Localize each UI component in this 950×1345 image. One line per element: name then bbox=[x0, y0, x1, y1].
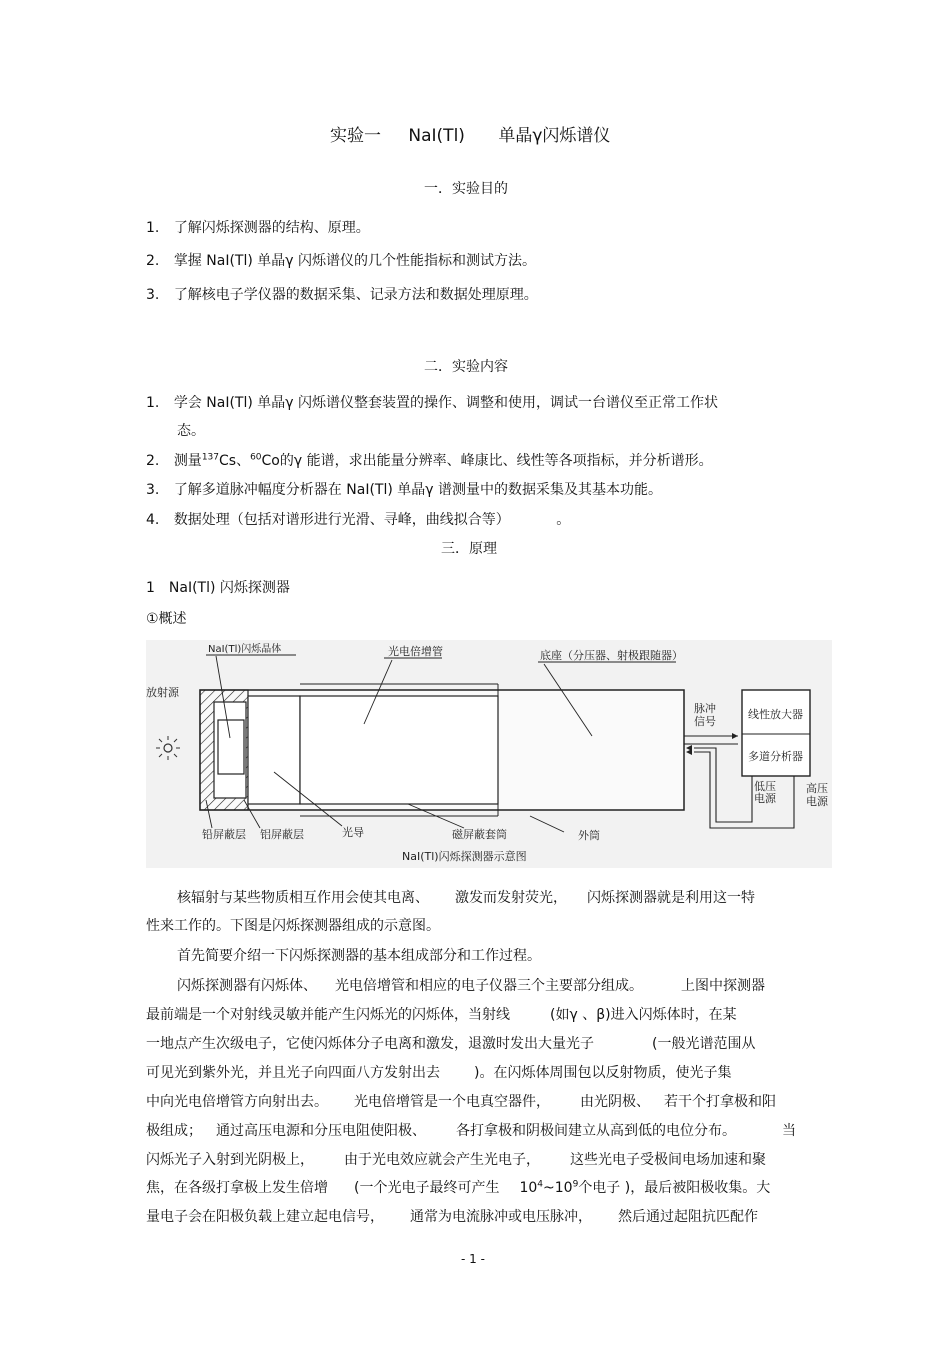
page-title bbox=[330, 121, 610, 146]
page-number: - 1 - bbox=[461, 1252, 485, 1266]
list-item bbox=[146, 510, 570, 530]
section3-heading: 三．原理 bbox=[441, 541, 497, 557]
text-run: 最前端是一个对射线灵敏并能产生闪烁光的闪烁体，当射线 bbox=[146, 1007, 510, 1023]
label-lv-2: 电源 bbox=[754, 792, 776, 805]
text-run: 当 bbox=[782, 1123, 796, 1139]
text-run: 闪烁探测器就是利用这一特 bbox=[587, 890, 755, 906]
label-hv-2: 电源 bbox=[806, 795, 828, 808]
paragraph-line bbox=[146, 1149, 766, 1169]
text-run: 闪烁探测器有闪烁体、 bbox=[177, 978, 317, 994]
text-run: 通常为电流脉冲或电压脉冲， bbox=[410, 1209, 592, 1225]
text-run: 个电子 )，最后被阳极收集。大 bbox=[578, 1180, 771, 1196]
text-run: 由光阴极、 bbox=[580, 1094, 650, 1110]
text-run: 然后通过起阻抗匹配作 bbox=[618, 1209, 758, 1225]
label-pulse-2: 信号 bbox=[694, 715, 716, 728]
text-run: 激发而发射荧光， bbox=[455, 890, 567, 906]
text-run: 10 bbox=[519, 1180, 538, 1196]
item-text: 了解多道脉冲幅度分析器在 NaI(Tl) 单晶γ 谱测量中的数据采集及其基本功能。 bbox=[173, 482, 662, 498]
paragraph-line bbox=[146, 1091, 776, 1111]
label-amp: 线性放大器 bbox=[748, 708, 803, 721]
section2-heading: 二．实验内容 bbox=[424, 359, 508, 375]
paragraph-line bbox=[177, 975, 765, 995]
text-run: 闪烁光子入射到光阴极上， bbox=[146, 1152, 314, 1168]
label-lightguide: 光导 bbox=[342, 826, 364, 839]
text-run: 通过高压电源和分压电阻使阳极、 bbox=[216, 1123, 426, 1139]
text-run: 这些光电子受极间电场加速和聚 bbox=[570, 1152, 766, 1168]
text-run: (一般光谱范围从 bbox=[652, 1036, 756, 1052]
paragraph-line bbox=[146, 1177, 770, 1197]
label-base: 底座（分压器、射极跟随器） bbox=[540, 649, 683, 662]
diagram-caption: NaI(Tl)闪烁探测器示意图 bbox=[402, 850, 527, 863]
list-item bbox=[146, 251, 536, 271]
list-item bbox=[146, 285, 538, 305]
item-number: 2. bbox=[146, 453, 160, 469]
paragraph-line: 性来工作的。下图是闪烁探测器组成的示意图。 bbox=[146, 918, 440, 934]
mass-number: 60 bbox=[250, 452, 262, 463]
list-item bbox=[146, 218, 370, 238]
label-pmt: 光电倍增管 bbox=[388, 645, 443, 658]
paragraph-line bbox=[146, 1206, 758, 1226]
item-text: 学会 NaI(Tl) 单晶γ 闪烁谱仪整套装置的操作、调整和使用，调试一台谱仪至正常工作状 bbox=[173, 395, 718, 411]
electronics-box bbox=[742, 690, 810, 776]
item-text: Co的γ 能谱，求出能量分辨率、峰康比、线性等各项指标，并分析谱形。 bbox=[261, 453, 713, 469]
list-item bbox=[146, 393, 718, 413]
pmt-body bbox=[300, 696, 498, 804]
text-run: 量电子会在阳极负载上建立起电信号， bbox=[146, 1209, 384, 1225]
label-al: 铝屏蔽层 bbox=[260, 828, 304, 841]
paragraph-line bbox=[177, 887, 755, 907]
text-run: 一地点产生次级电子，它使闪烁体分子电离和激发，退激时发出大量光子 bbox=[146, 1036, 594, 1052]
exponent: 4 bbox=[537, 1179, 544, 1190]
text-run: 光电倍增管是一个电真空器件， bbox=[354, 1094, 550, 1110]
subsection-heading: 1 NaI(Tl) 闪烁探测器 bbox=[146, 580, 290, 596]
text-run: 焦，在各级打拿极上发生倍增 bbox=[146, 1180, 328, 1196]
paragraph-line bbox=[146, 1120, 796, 1140]
item-continuation: 态。 bbox=[177, 423, 205, 439]
amp-mca-box bbox=[742, 690, 810, 776]
paragraph-line: 首先简要介绍一下闪烁探测器的基本组成部分和工作过程。 bbox=[177, 948, 541, 964]
text-run: 若干个打拿极和阳 bbox=[664, 1094, 776, 1110]
text-run: 上图中探测器 bbox=[681, 978, 765, 994]
paragraph-line bbox=[146, 1004, 737, 1024]
text-run: 可见光到紫外光，并且光子向四面八方发射出去 bbox=[146, 1065, 440, 1081]
label-pulse-1: 脉冲 bbox=[694, 702, 716, 715]
title-part1: 实验一 bbox=[330, 126, 381, 146]
detector-diagram bbox=[146, 640, 832, 868]
item-number: 3. bbox=[146, 482, 160, 498]
item-text: 。 bbox=[556, 512, 571, 528]
text-run: 各打拿极和阴极间建立从高到低的电位分布。 bbox=[456, 1123, 736, 1139]
mass-number: 137 bbox=[201, 452, 219, 463]
text-run: (一个光电子最终可产生 bbox=[354, 1180, 500, 1196]
list-item bbox=[146, 480, 662, 500]
item-number: 1. bbox=[146, 395, 160, 411]
text-run: 核辐射与某些物质相互作用会使其电离、 bbox=[177, 890, 429, 906]
label-hv-1: 高压 bbox=[806, 782, 828, 795]
exponent: 9 bbox=[572, 1179, 579, 1190]
label-source: 放射源 bbox=[146, 686, 179, 699]
list-item bbox=[146, 451, 713, 471]
detector-housing bbox=[200, 684, 684, 816]
text-run: )。在闪烁体周围包以反射物质，使光子集 bbox=[474, 1065, 732, 1081]
paragraph-line bbox=[146, 1033, 755, 1053]
text-run: 光电倍增管和相应的电子仪器三个主要部分组成。 bbox=[335, 978, 643, 994]
item-number: 2. bbox=[146, 253, 160, 269]
label-mca: 多道分析器 bbox=[748, 750, 803, 763]
item-text: Cs、 bbox=[219, 453, 251, 469]
item-number: 4. bbox=[146, 512, 160, 528]
title-part3: 单晶γ闪烁谱仪 bbox=[498, 126, 611, 146]
text-run: ~10 bbox=[543, 1180, 573, 1196]
text-run: 中向光电倍增管方向射出去。 bbox=[146, 1094, 328, 1110]
label-magshield: 磁屏蔽套筒 bbox=[452, 828, 507, 841]
item-number: 3. bbox=[146, 287, 160, 303]
item-text: 了解核电子学仪器的数据采集、记录方法和数据处理原理。 bbox=[173, 287, 538, 303]
item-number: 1. bbox=[146, 220, 160, 236]
section1-heading: 一．实验目的 bbox=[424, 181, 508, 197]
text-run: 由于光电效应就会产生光电子， bbox=[344, 1152, 540, 1168]
label-lead: 铅屏蔽层 bbox=[202, 828, 246, 841]
text-run: (如γ 、β)进入闪烁体时，在某 bbox=[550, 1007, 737, 1023]
item-text: 掌握 NaI(Tl) 单晶γ 闪烁谱仪的几个性能指标和测试方法。 bbox=[173, 253, 536, 269]
label-crystal: NaI(Tl)闪烁晶体 bbox=[208, 644, 282, 655]
text-run: 极组成； bbox=[146, 1123, 202, 1139]
subsection-heading: ①概述 bbox=[146, 611, 187, 627]
paragraph-line bbox=[146, 1062, 731, 1082]
item-text: 测量 bbox=[173, 453, 202, 469]
nai-crystal bbox=[218, 720, 244, 774]
item-text: 数据处理（包括对谱形进行光滑、寻峰，曲线拟合等） bbox=[173, 512, 510, 528]
item-text: 了解闪烁探测器的结构、原理。 bbox=[173, 220, 370, 236]
label-lv-1: 低压 bbox=[754, 780, 776, 793]
label-outer: 外筒 bbox=[578, 829, 600, 842]
light-guide bbox=[248, 696, 300, 804]
title-part2: NaI(Tl) bbox=[408, 126, 465, 146]
